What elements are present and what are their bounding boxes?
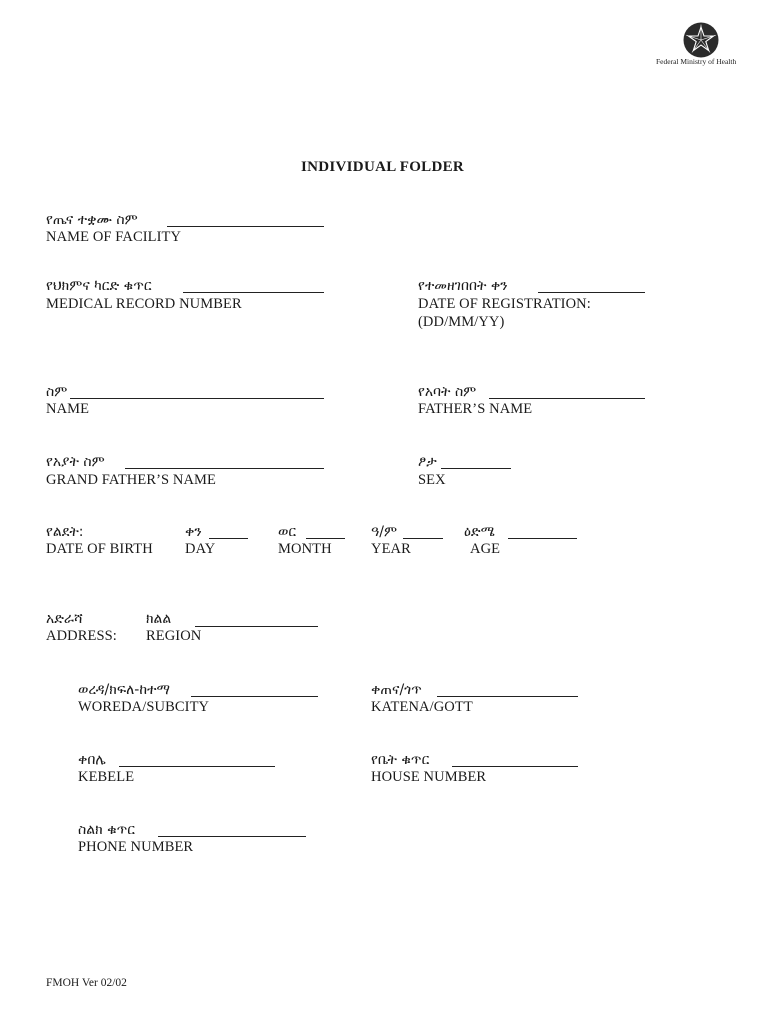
ministry-emblem-icon xyxy=(683,22,719,58)
name-field[interactable] xyxy=(70,398,324,399)
reg-date-label-am: የተመዘገበበት ቀን xyxy=(418,278,508,294)
day-label-en: DAY xyxy=(185,541,216,557)
footer-version: FMOH Ver 02/02 xyxy=(46,977,127,989)
phone-label-en: PHONE NUMBER xyxy=(78,839,194,855)
reg-date-label-en: DATE OF REGISTRATION: xyxy=(418,296,591,312)
page-title: INDIVIDUAL FOLDER xyxy=(301,159,465,175)
month-label-am: ወር xyxy=(278,524,297,540)
facility-label-en: NAME OF FACILITY xyxy=(46,229,182,245)
address-label-am: አድራሻ xyxy=(46,611,83,627)
dob-label-am: የልደት: xyxy=(46,524,84,540)
dob-label-en: DATE OF BIRTH xyxy=(46,541,153,557)
father-name-label-en: FATHER’S NAME xyxy=(418,401,533,417)
name-label-en: NAME xyxy=(46,401,90,417)
address-label-en: ADDRESS: xyxy=(46,628,117,644)
woreda-label-en: WOREDA/SUBCITY xyxy=(78,699,210,715)
katena-field[interactable] xyxy=(437,696,578,697)
reg-date-field[interactable] xyxy=(538,292,645,293)
father-name-label-am: የአባት ስም xyxy=(418,384,477,400)
name-label-am: ስም xyxy=(46,384,68,400)
reg-date-format: (DD/MM/YY) xyxy=(418,314,505,330)
katena-label-am: ቀጠና/ጎጥ xyxy=(371,682,422,698)
logo-caption: Federal Ministry of Health xyxy=(656,57,737,66)
mrn-field[interactable] xyxy=(183,292,324,293)
sex-label-en: SEX xyxy=(418,472,446,488)
region-label-en: REGION xyxy=(146,628,202,644)
month-field[interactable] xyxy=(306,538,345,539)
house-number-label-am: የቤት ቁጥር xyxy=(371,752,430,768)
region-field[interactable] xyxy=(195,626,318,627)
year-label-en: YEAR xyxy=(371,541,411,557)
grandfather-name-field[interactable] xyxy=(125,468,324,469)
year-label-am: ዓ/ም xyxy=(371,524,398,540)
woreda-label-am: ወረዳ/ክፍለ-ከተማ xyxy=(78,682,170,698)
mrn-label-am: የህክምና ካርድ ቁጥር xyxy=(46,278,152,294)
mrn-label-en: MEDICAL RECORD NUMBER xyxy=(46,296,242,312)
day-label-am: ቀን xyxy=(185,524,202,540)
month-label-en: MONTH xyxy=(278,541,332,557)
sex-label-am: ፆታ xyxy=(418,454,437,470)
katena-label-en: KATENA/GOTT xyxy=(371,699,473,715)
grandfather-name-label-en: GRAND FATHER’S NAME xyxy=(46,472,217,488)
age-label-en: AGE xyxy=(470,541,501,557)
region-label-am: ክልል xyxy=(146,611,172,627)
facility-field[interactable] xyxy=(167,226,324,227)
sex-field[interactable] xyxy=(441,468,511,469)
woreda-field[interactable] xyxy=(191,696,318,697)
year-field[interactable] xyxy=(403,538,443,539)
age-label-am: ዕድሜ xyxy=(464,524,495,540)
kebele-label-am: ቀበሌ xyxy=(78,752,106,768)
facility-label-am: የጤና ተቋሙ ስም xyxy=(46,212,138,228)
house-number-label-en: HOUSE NUMBER xyxy=(371,769,487,785)
phone-label-am: ስልክ ቁጥር xyxy=(78,822,136,838)
grandfather-name-label-am: የአያት ስም xyxy=(46,454,105,470)
day-field[interactable] xyxy=(209,538,248,539)
father-name-field[interactable] xyxy=(489,398,645,399)
kebele-label-en: KEBELE xyxy=(78,769,135,785)
house-number-field[interactable] xyxy=(452,766,578,767)
age-field[interactable] xyxy=(508,538,577,539)
kebele-field[interactable] xyxy=(119,766,275,767)
phone-field[interactable] xyxy=(158,836,306,837)
